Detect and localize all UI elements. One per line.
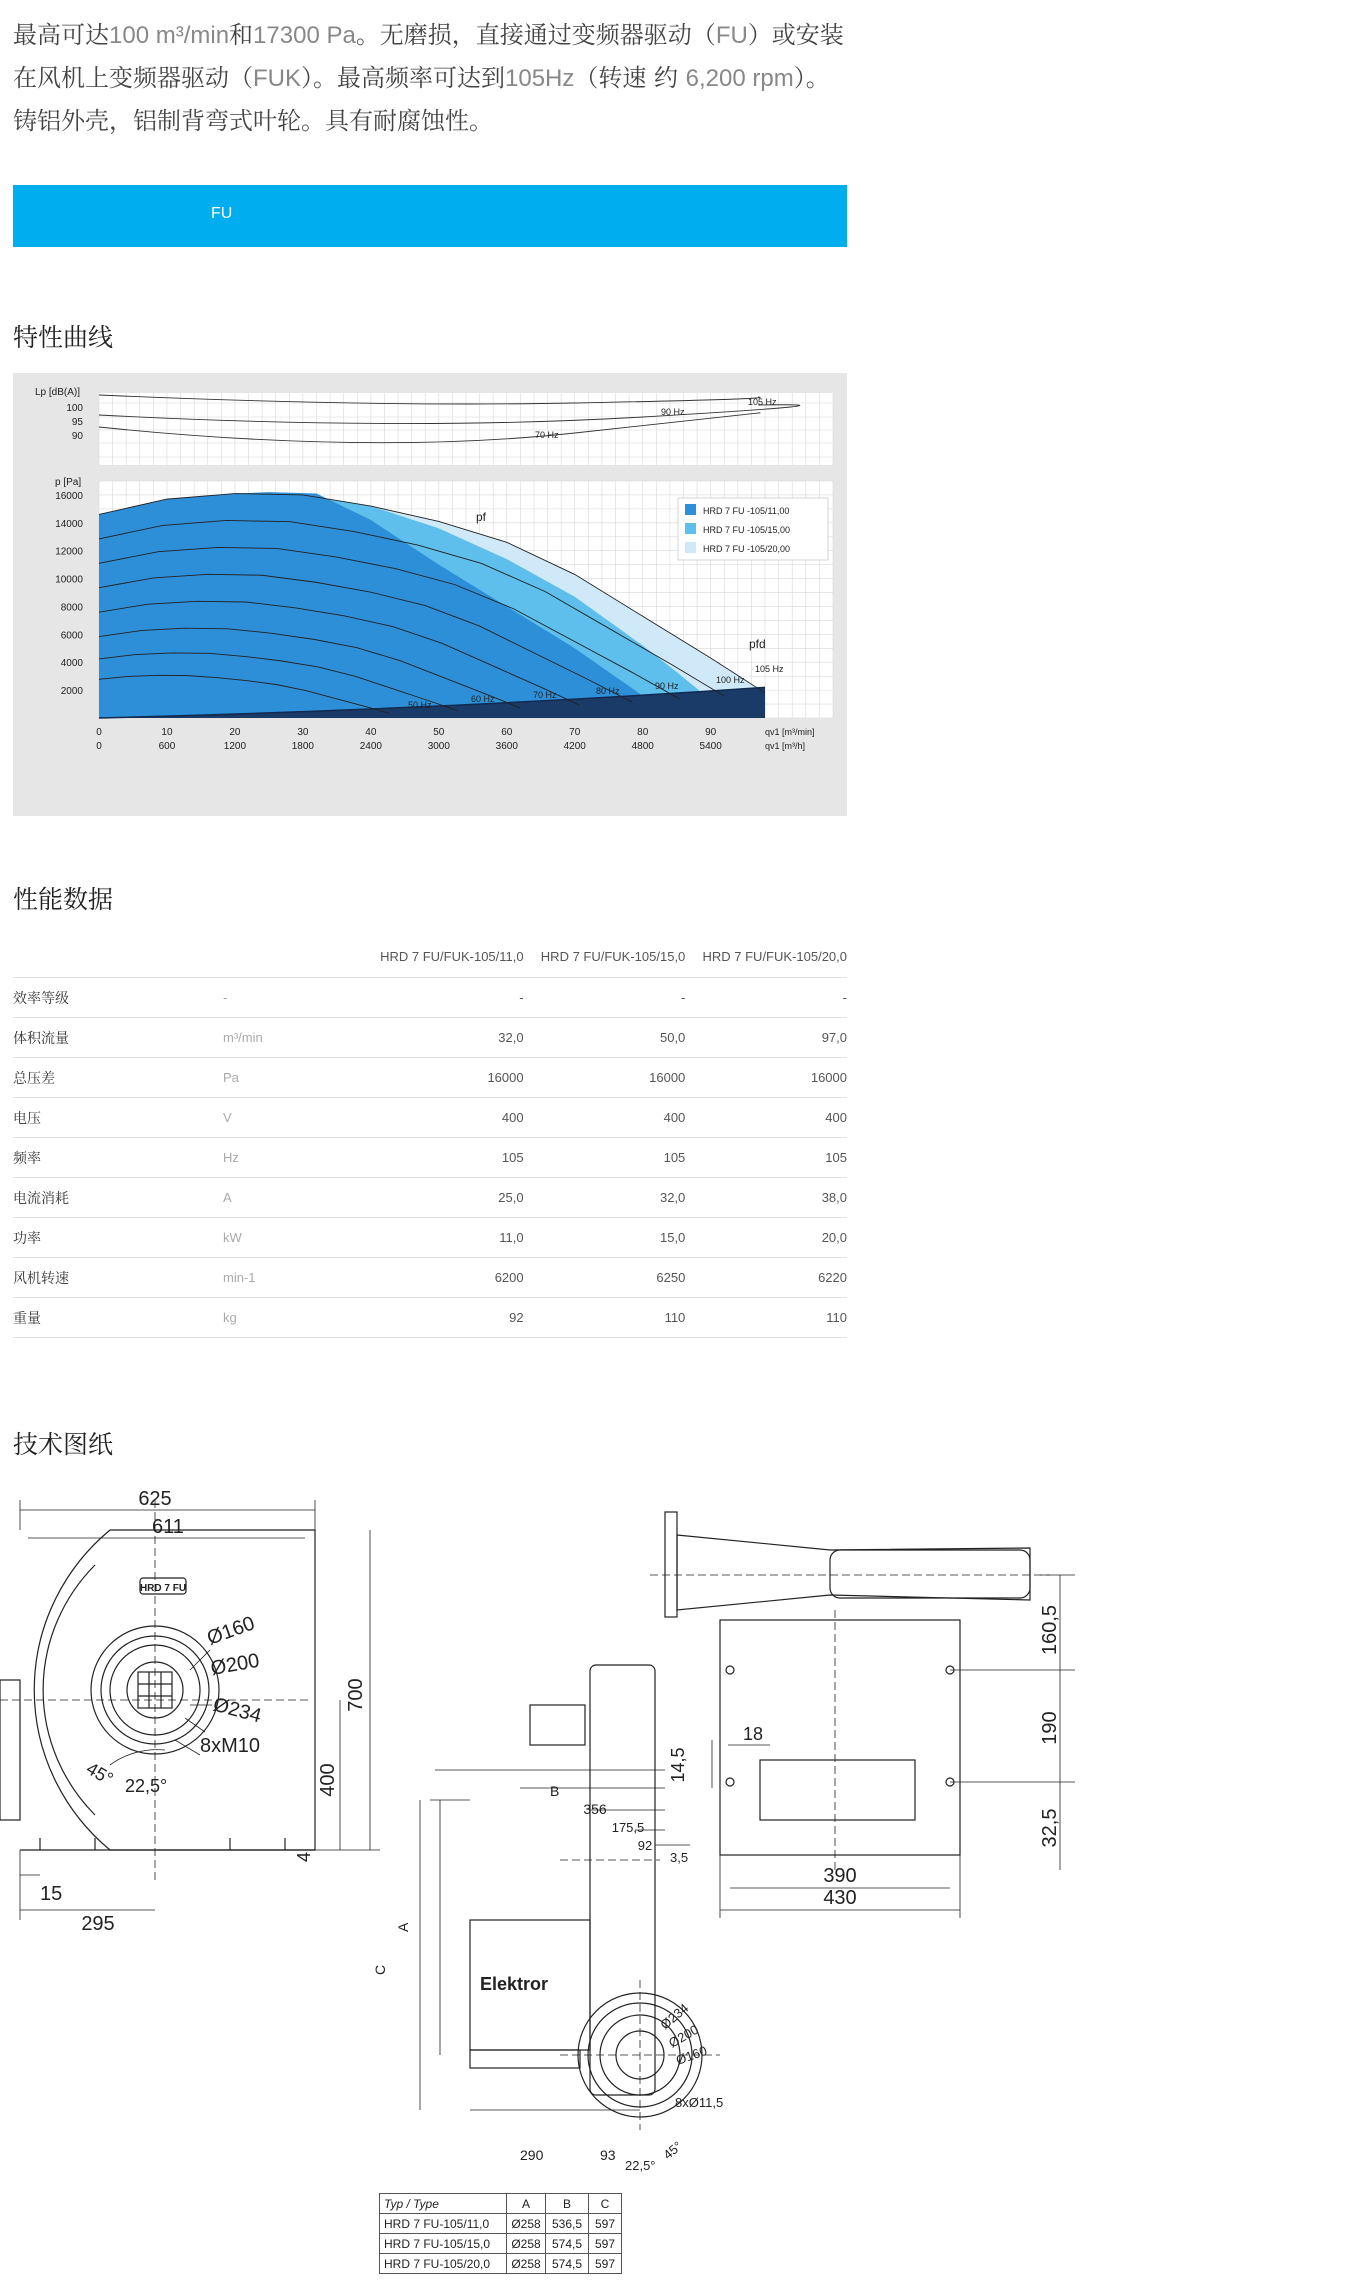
legend-swatch xyxy=(685,523,696,534)
row-value: 16000 xyxy=(685,1058,847,1098)
x-tick-label: 5400 xyxy=(699,741,722,752)
row-value: 15,0 xyxy=(524,1218,686,1258)
frequency-label: 70 Hz xyxy=(533,690,557,700)
row-value: 50,0 xyxy=(524,1018,686,1058)
pressure-tick-label: 12000 xyxy=(55,546,83,558)
row-value: 6200 xyxy=(363,1258,524,1298)
side-view xyxy=(420,1665,720,2130)
type-cell: Ø258 xyxy=(507,2234,546,2254)
x-tick-label: 40 xyxy=(365,727,377,738)
text-segment: 最高可达 xyxy=(13,21,109,49)
dim-label: 92 xyxy=(637,1838,653,1853)
pressure-tick-label: 16000 xyxy=(55,490,83,502)
dim-label: 22,5° xyxy=(125,1776,168,1796)
text-segment: 和 xyxy=(229,21,254,49)
text-segment: ）或安装 xyxy=(747,21,844,49)
dim-label: 290 xyxy=(520,2147,544,2163)
pressure-tick-label: 10000 xyxy=(55,574,83,586)
dim-label: Ø234 xyxy=(210,1693,264,1728)
x-tick-label: 1800 xyxy=(291,741,315,752)
header-blank xyxy=(223,935,363,978)
type-cell: 597 xyxy=(589,2254,622,2274)
row-value: 6220 xyxy=(685,1258,847,1298)
type-cell: Ø258 xyxy=(507,2214,546,2234)
pressure-tick-label: 2000 xyxy=(60,686,83,698)
row-value: - xyxy=(524,978,686,1018)
row-value: 20,0 xyxy=(685,1218,847,1258)
frequency-label: 80 Hz xyxy=(596,686,620,696)
dim-label: Ø160 xyxy=(673,2042,709,2068)
dim-label: 8xM10 xyxy=(200,1735,261,1757)
table-row xyxy=(13,1218,847,1258)
x-axis-label: qv1 [m³/h] xyxy=(765,741,806,751)
frequency-label: 100 Hz xyxy=(716,675,745,685)
sound-curve-label: 105 Hz xyxy=(748,397,777,407)
type-cell: 536,5 xyxy=(546,2214,589,2234)
dim-label: 295 xyxy=(81,1913,115,1935)
description-line-2 xyxy=(13,57,853,100)
dim-label: 625 xyxy=(138,1488,172,1510)
row-name: 效率等级 xyxy=(13,978,223,1018)
text-segment: ）。最高频率可达到 xyxy=(301,64,505,92)
text-segment: 100 m³/min xyxy=(109,22,230,49)
type-header-cell: C xyxy=(589,2194,622,2214)
pressure-axis-label: p [Pa] xyxy=(55,477,82,488)
type-cell: HRD 7 FU-105/20,0 xyxy=(380,2254,507,2274)
x-tick-label: 30 xyxy=(297,727,309,738)
dim-label: C xyxy=(372,1964,388,1975)
dim-label: A xyxy=(395,1922,411,1932)
legend-swatch xyxy=(685,504,696,515)
tab-fu[interactable]: FU xyxy=(211,205,233,222)
dim-label: 700 xyxy=(345,1678,367,1712)
dim-label: Ø234 xyxy=(657,2000,692,2033)
type-cell: 597 xyxy=(589,2214,622,2234)
text-segment: 17300 Pa xyxy=(253,22,356,49)
x-tick-label: 60 xyxy=(501,727,513,738)
legend-swatch xyxy=(685,542,696,553)
row-value: 6250 xyxy=(524,1258,686,1298)
row-value: 92 xyxy=(363,1298,524,1338)
row-value: 105 xyxy=(685,1138,847,1178)
x-tick-label: 0 xyxy=(96,727,102,738)
type-header-cell xyxy=(380,2194,507,2214)
row-unit: Pa xyxy=(223,1058,363,1098)
row-value: 97,0 xyxy=(685,1018,847,1058)
x-axis-label: qv1 [m³/min] xyxy=(765,727,815,737)
legend-label: HRD 7 FU -105/11,00 xyxy=(703,506,790,516)
type-cell: 597 xyxy=(589,2234,622,2254)
x-tick-label: 4200 xyxy=(563,741,586,752)
performance-header-row xyxy=(13,935,847,978)
frequency-label: 90 Hz xyxy=(655,681,679,691)
dim-label: 611 xyxy=(152,1516,184,1538)
text-segment: 在风机上变频器驱动（ xyxy=(13,64,253,92)
table-row xyxy=(13,1138,847,1178)
dim-label: 400 xyxy=(317,1763,339,1797)
x-tick-label: 1200 xyxy=(223,741,247,752)
dim-label: 15 xyxy=(40,1883,63,1905)
dim-label: 93 xyxy=(600,2147,616,2163)
table-row xyxy=(380,2214,622,2234)
table-row xyxy=(13,1178,847,1218)
row-value: 110 xyxy=(524,1298,686,1338)
x-tick-label: 0 xyxy=(96,741,102,752)
row-value: 110 xyxy=(685,1298,847,1338)
frequency-label: 105 Hz xyxy=(755,664,784,674)
row-value: 11,0 xyxy=(363,1218,524,1258)
x-tick-label: 2400 xyxy=(359,741,382,752)
performance-table xyxy=(13,935,847,1338)
row-unit: kg xyxy=(223,1298,363,1338)
dim-label: 18 xyxy=(743,1724,764,1744)
type-cell: HRD 7 FU-105/15,0 xyxy=(380,2234,507,2254)
row-value: 32,0 xyxy=(524,1178,686,1218)
sound-curve-label: 70 Hz xyxy=(535,430,559,440)
row-unit: m³/min xyxy=(223,1018,363,1058)
type-table-header xyxy=(380,2194,622,2214)
x-tick-label: 4800 xyxy=(631,741,654,752)
top-view xyxy=(650,1512,1075,1918)
characteristic-chart xyxy=(13,373,847,816)
table-row xyxy=(13,1098,847,1138)
frequency-label: 50 Hz xyxy=(408,700,432,710)
text-segment: FU xyxy=(715,22,748,49)
x-tick-label: 3000 xyxy=(427,741,450,752)
dim-label: 22,5° xyxy=(625,2158,656,2173)
row-unit: min-1 xyxy=(223,1258,363,1298)
pressure-tick-label: 4000 xyxy=(60,658,83,670)
row-value: 400 xyxy=(363,1098,524,1138)
type-header-cell: A xyxy=(507,2194,546,2214)
row-value: 32,0 xyxy=(363,1018,524,1058)
x-tick-label: 3600 xyxy=(495,741,518,752)
x-tick-label: 600 xyxy=(158,741,176,752)
row-value: 25,0 xyxy=(363,1178,524,1218)
pressure-tick-label: 14000 xyxy=(55,518,83,530)
row-unit: V xyxy=(223,1098,363,1138)
dim-label: B xyxy=(550,1783,560,1799)
text-segment: （转速 约 xyxy=(574,64,686,92)
description-line-1 xyxy=(13,14,853,57)
sound-curve-label: 90 Hz xyxy=(661,407,685,417)
dim-label: 14,5 xyxy=(668,1747,688,1783)
table-row xyxy=(13,978,847,1018)
dim-label: 45° xyxy=(83,1758,117,1790)
pressure-tick-label: 8000 xyxy=(60,602,83,614)
row-value: 16000 xyxy=(524,1058,686,1098)
legend-label: HRD 7 FU -105/20,00 xyxy=(703,544,791,554)
row-value: 105 xyxy=(524,1138,686,1178)
dim-label: 356 xyxy=(583,1801,607,1817)
dim-label: Ø200 xyxy=(666,2021,702,2051)
row-unit: A xyxy=(223,1178,363,1218)
row-unit: - xyxy=(223,978,363,1018)
x-tick-label: 80 xyxy=(637,727,649,738)
row-unit: kW xyxy=(223,1218,363,1258)
text-segment: FUK xyxy=(253,65,301,92)
dim-label: 8xØ11,5 xyxy=(675,2095,724,2110)
row-name: 总压差 xyxy=(13,1058,223,1098)
header-blank xyxy=(13,935,223,978)
table-row xyxy=(13,1258,847,1298)
type-dimension-table xyxy=(379,2193,622,2274)
row-value: 400 xyxy=(685,1098,847,1138)
row-value: - xyxy=(363,978,524,1018)
sound-tick-label: 90 xyxy=(71,431,83,442)
dim-label: 430 xyxy=(823,1887,857,1909)
front-view xyxy=(0,1500,380,1920)
row-value: 16000 xyxy=(363,1058,524,1098)
dim-label: 45° xyxy=(660,2138,685,2163)
table-row xyxy=(380,2254,622,2274)
x-tick-label: 70 xyxy=(569,727,581,738)
x-tick-label: 10 xyxy=(161,727,173,738)
text-segment: 105Hz xyxy=(505,65,575,92)
text-segment: 6,200 rpm xyxy=(685,65,794,92)
frequency-label: 60 Hz xyxy=(471,694,495,704)
text-segment: 。无磨损，直接通过变频器驱动（ xyxy=(355,21,716,49)
type-cell: 574,5 xyxy=(546,2254,589,2274)
x-tick-label: 20 xyxy=(229,727,241,738)
legend-label: HRD 7 FU -105/15,00 xyxy=(703,525,791,535)
type-cell: Ø258 xyxy=(507,2254,546,2274)
text-segment: ）。 xyxy=(793,64,830,92)
row-name: 电压 xyxy=(13,1098,223,1138)
row-value: 400 xyxy=(524,1098,686,1138)
type-header-text: Typ / Type xyxy=(384,2196,439,2211)
curve-marker-label: pf xyxy=(476,510,487,524)
pressure-tick-label: 6000 xyxy=(60,630,83,642)
product-description xyxy=(13,14,853,142)
row-name: 重量 xyxy=(13,1298,223,1338)
dim-label: 4 xyxy=(294,1851,314,1862)
row-name: 电流消耗 xyxy=(13,1178,223,1218)
row-name: 风机转速 xyxy=(13,1258,223,1298)
type-cell: 574,5 xyxy=(546,2234,589,2254)
section-title-performance: 性能数据 xyxy=(13,885,114,914)
dim-label: 160,5 xyxy=(1039,1604,1061,1656)
row-name: 体积流量 xyxy=(13,1018,223,1058)
variant-tab-bar xyxy=(13,185,847,247)
row-name: 频率 xyxy=(13,1138,223,1178)
x-tick-label: 90 xyxy=(705,727,717,738)
section-title-curve: 特性曲线 xyxy=(13,323,114,352)
dim-label: 390 xyxy=(823,1865,857,1887)
sound-tick-label: 95 xyxy=(71,417,83,428)
dim-label: 3,5 xyxy=(670,1850,689,1865)
row-value: 105 xyxy=(363,1138,524,1178)
row-value: - xyxy=(685,978,847,1018)
x-tick-label: 50 xyxy=(433,727,445,738)
section-title-drawing: 技术图纸 xyxy=(13,1430,114,1459)
column-header: HRD 7 FU/FUK-105/11,0 xyxy=(363,935,524,978)
brand-label: HRD 7 FU xyxy=(139,1583,187,1594)
curve-marker-label: pfd xyxy=(749,637,766,651)
dim-label: Ø200 xyxy=(209,1649,262,1680)
row-unit: Hz xyxy=(223,1138,363,1178)
type-header-cell: B xyxy=(546,2194,589,2214)
row-name: 功率 xyxy=(13,1218,223,1258)
table-row xyxy=(380,2234,622,2254)
technical-drawing xyxy=(0,1470,1364,2280)
column-header: HRD 7 FU/FUK-105/15,0 xyxy=(524,935,686,978)
dim-label: 190 xyxy=(1039,1711,1061,1745)
dim-label: Ø160 xyxy=(204,1612,258,1650)
table-row xyxy=(13,1298,847,1338)
description-line-3: 铸铝外壳，铝制背弯式叶轮。具有耐腐蚀性。 xyxy=(13,107,493,135)
dim-label: 175,5 xyxy=(611,1820,645,1835)
type-cell: HRD 7 FU-105/11,0 xyxy=(380,2214,507,2234)
column-header: HRD 7 FU/FUK-105/20,0 xyxy=(685,935,847,978)
sound-axis-label: Lp [dB(A)] xyxy=(35,387,81,398)
sound-tick-label: 100 xyxy=(66,403,83,414)
dim-label: 32,5 xyxy=(1039,1808,1061,1848)
brand-label: Elektror xyxy=(480,1974,549,1994)
row-value: 38,0 xyxy=(685,1178,847,1218)
table-row xyxy=(13,1058,847,1098)
characteristic-chart-svg xyxy=(13,373,847,816)
table-row xyxy=(13,1018,847,1058)
